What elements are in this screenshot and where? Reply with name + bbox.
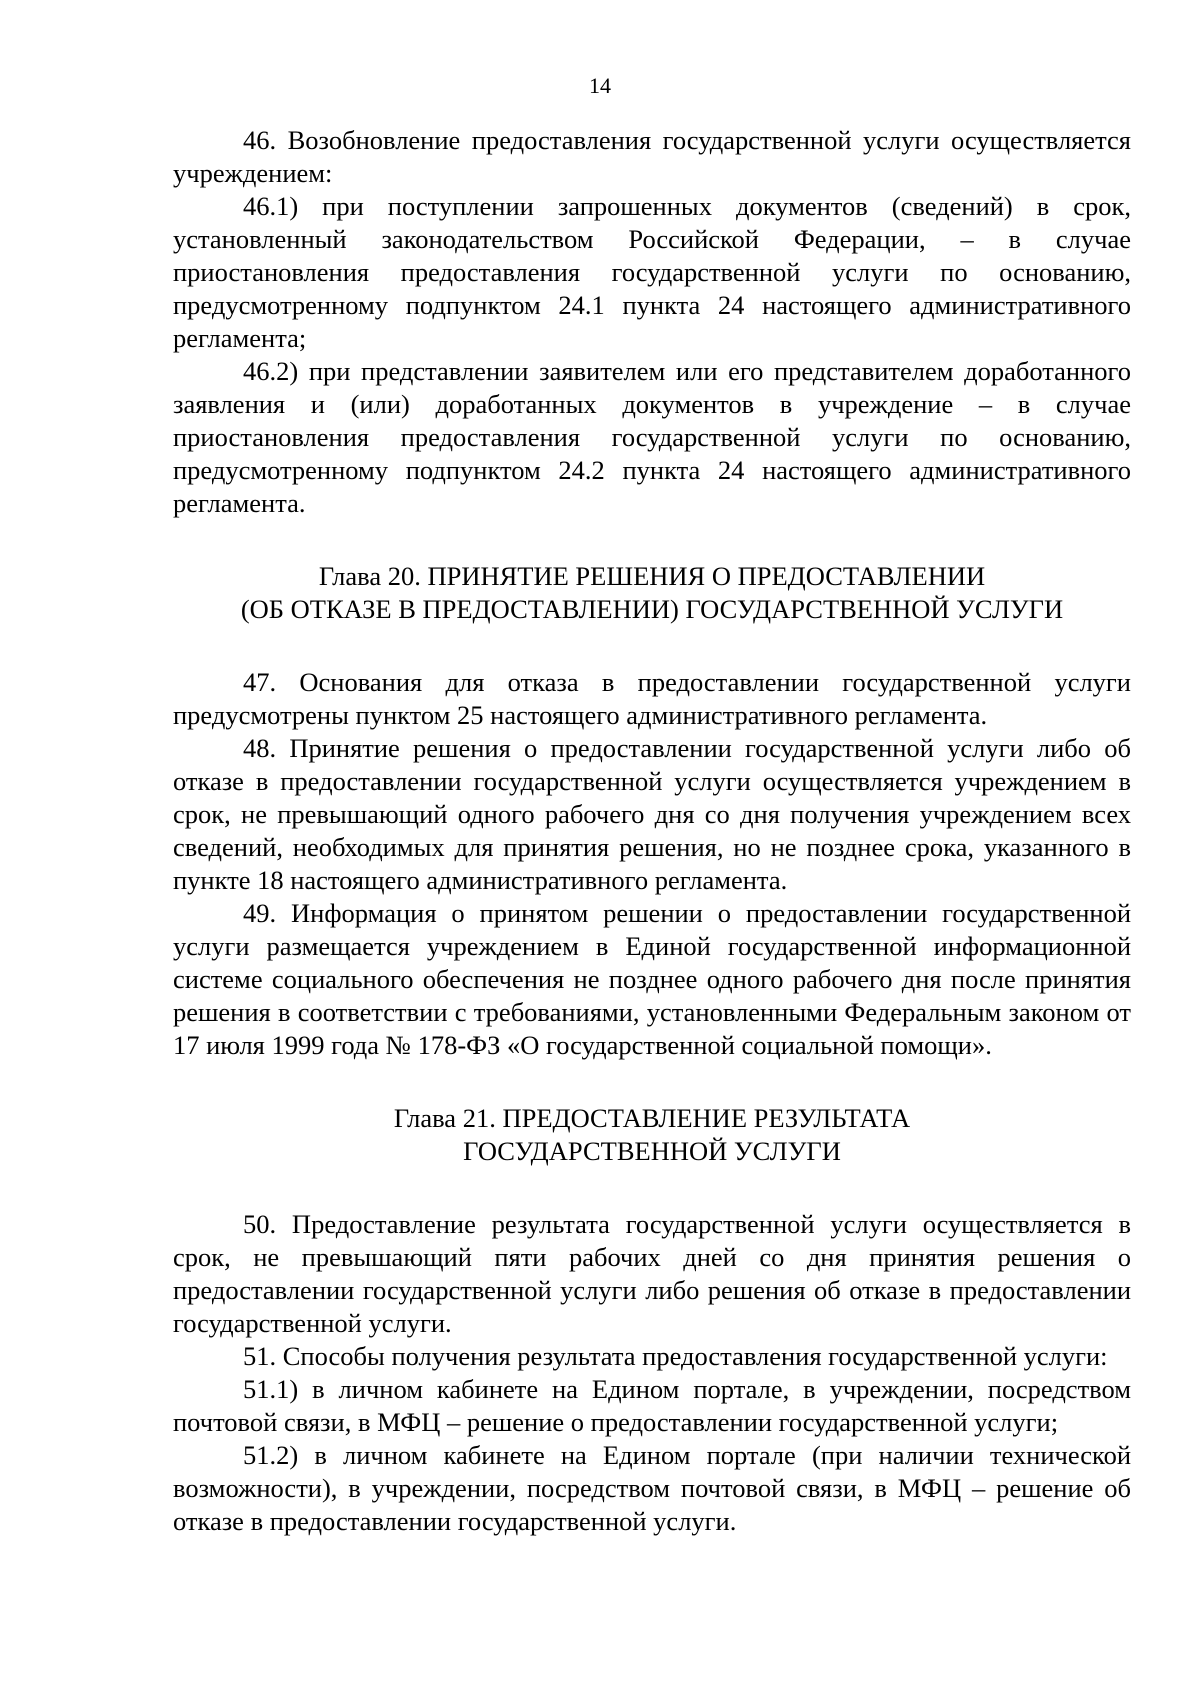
paragraph-46-1: 46.1) при поступлении запрошенных документов (сведений) в срок, установленный законодательством Российской Федерации, – в случае приостановления предоставления государственной услуги по основанию, предусмотренному подпунктом 24.1 пункта 24 настоящего административного регламента; — [173, 191, 1131, 353]
document-body — [173, 124, 1131, 1538]
paragraph-50: 50. Предоставление результата государственной услуги осуществляется в срок, не превышающий пяти рабочих дней со дня принятия решения о предоставлении государственной услуги либо решения об отказе в предоставлении государственной услуги. — [173, 1209, 1131, 1338]
chapter-21-title-line-1: Глава 21. ПРЕДОСТАВЛЕНИЕ РЕЗУЛЬТАТА — [393, 1103, 911, 1133]
paragraph-51: 51. Способы получения результата предоставления государственной услуги: — [243, 1341, 1108, 1371]
paragraph-46-2: 46.2) при представлении заявителем или его представителем доработанного заявления и (или) доработанных документов в учреждение – в случае приостановления предоставления государственной услуги по основанию, предусмотренному подпунктом 24.2 пункта 24 настоящего административного регламента. — [173, 356, 1131, 518]
chapter-20-heading — [173, 560, 1131, 626]
paragraph-51-2: 51.2) в личном кабинете на Едином портале (при наличии технической возможности), в учреждении, посредством почтовой связи, в МФЦ – решение об отказе в предоставлении государственной услуги. — [173, 1440, 1131, 1536]
paragraph-51-1: 51.1) в личном кабинете на Едином портале, в учреждении, посредством почтовой связи, в МФЦ – решение о предоставлении государственной услуги; — [173, 1374, 1131, 1437]
paragraph-49: 49. Информация о принятом решении о предоставлении государственной услуги размещается учреждением в Единой государственной информационной системе социального обеспечения не позднее одного рабочего дня после принятия решения в соответствии с требованиями, установленными Федеральным законом от 17 июля 1999 года № 178-ФЗ «О государственной социальной помощи». — [173, 898, 1131, 1060]
paragraph-48: 48. Принятие решения о предоставлении государственной услуги либо об отказе в предоставлении государственной услуги осуществляется учреждением в срок, не превышающий одного рабочего дня со дня получения учреждением всех сведений, необходимых для принятия решения, но не позднее срока, указанного в пункте 18 настоящего административного регламента. — [173, 733, 1131, 895]
paragraph-46: 46. Возобновление предоставления государственной услуги осуществляется учреждением: — [173, 125, 1131, 188]
chapter-20-title-line-1: Глава 20. ПРИНЯТИЕ РЕШЕНИЯ О ПРЕДОСТАВЛЕНИИ — [318, 561, 986, 591]
chapter-21-heading — [173, 1102, 1131, 1168]
chapter-20-title-line-2: (ОБ ОТКАЗЕ В ПРЕДОСТАВЛЕНИИ) ГОСУДАРСТВЕННОЙ УСЛУГИ — [240, 594, 1064, 624]
chapter-21-title-line-2: ГОСУДАРСТВЕННОЙ УСЛУГИ — [463, 1136, 841, 1166]
page-number: 14 — [589, 73, 611, 98]
paragraph-47: 47. Основания для отказа в предоставлении государственной услуги предусмотрены пунктом 25 настоящего административного регламента. — [173, 667, 1131, 730]
